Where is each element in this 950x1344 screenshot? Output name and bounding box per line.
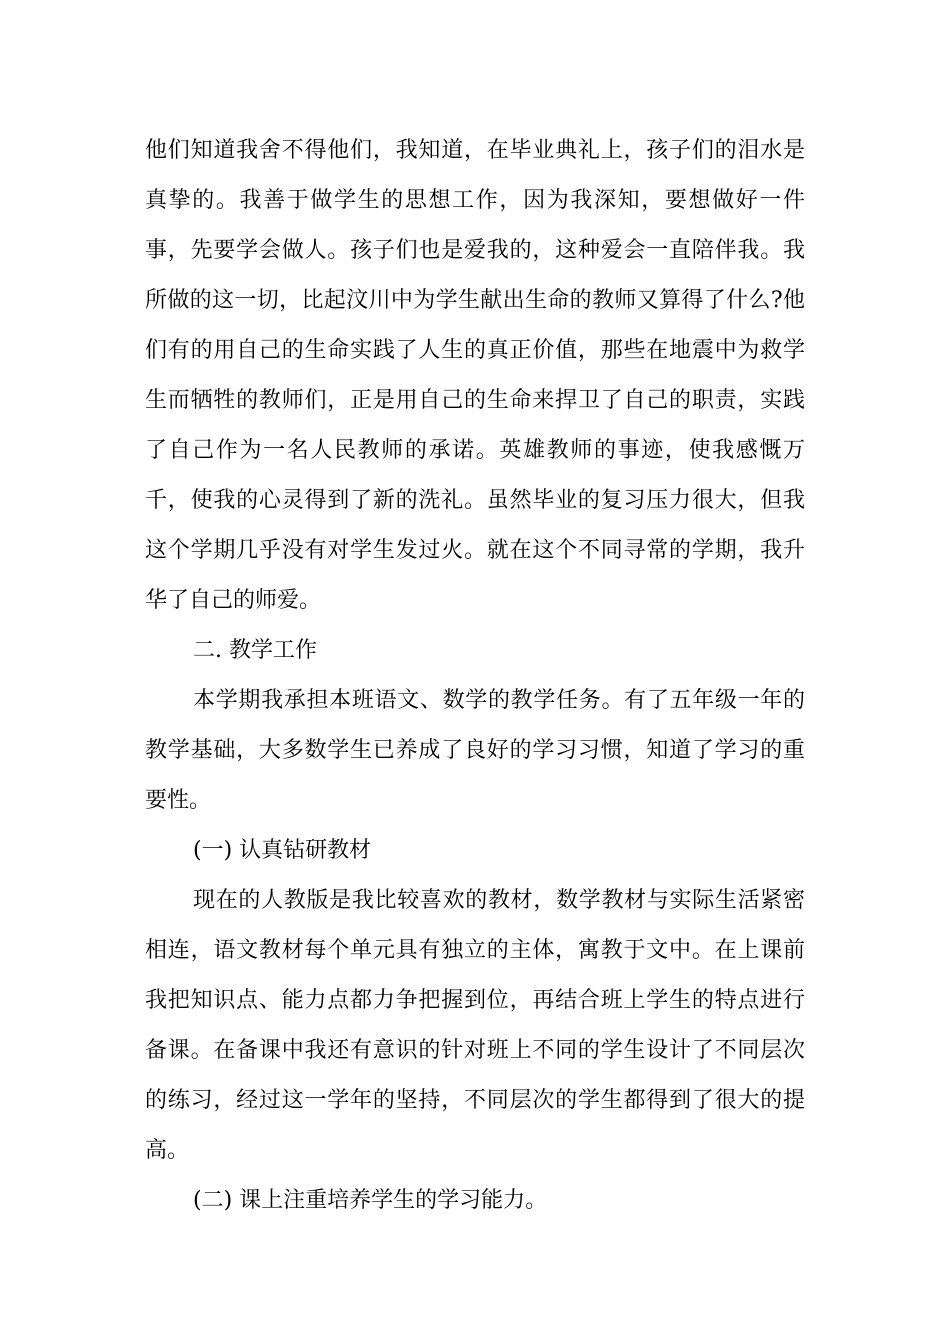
document-body	[145, 126, 805, 1226]
text-line: 教学基础，大多数学生已养成了良好的学习习惯，知道了学习的重	[145, 738, 805, 763]
text-line: 事，先要学会做人。孩子们也是爱我的，这种爱会一直陪伴我。我	[145, 238, 805, 263]
text-line: 华了自己的师爱。	[145, 588, 322, 613]
text-line: 他们知道我舍不得他们，我知道，在毕业典礼上，孩子们的泪水是	[145, 138, 805, 163]
text-line: 的练习，经过这一学年的坚持，不同层次的学生都得到了很大的提	[145, 1088, 805, 1113]
text-line: 我把知识点、能力点都力争把握到位，再结合班上学生的特点进行	[145, 988, 805, 1013]
text-line: 们有的用自己的生命实践了人生的真正价值，那些在地震中为救学	[145, 338, 805, 363]
text-line: (二) 课上注重培养学生的学习能力。	[193, 1188, 548, 1213]
text-line: 备课。在备课中我还有意识的针对班上不同的学生设计了不同层次	[145, 1038, 805, 1063]
text-line: 现在的人教版是我比较喜欢的教材，数学教材与实际生活紧密	[193, 888, 805, 913]
text-line: 生而牺牲的教师们，正是用自己的生命来捍卫了自己的职责，实践	[145, 388, 805, 413]
text-line: 千，使我的心灵得到了新的洗礼。虽然毕业的复习压力很大，但我	[145, 488, 805, 513]
text-line: 了自己作为一名人民教师的承诺。英雄教师的事迹，使我感慨万	[145, 438, 805, 463]
text-line: 本学期我承担本班语文、数学的教学任务。有了五年级一年的	[193, 688, 805, 713]
text-line: 真挚的。我善于做学生的思想工作，因为我深知，要想做好一件	[145, 188, 805, 213]
text-line: 二. 教学工作	[193, 638, 317, 663]
text-line: 相连，语文教材每个单元具有独立的主体，寓教于文中。在上课前	[145, 938, 805, 963]
text-line: 高。	[145, 1138, 190, 1163]
text-line: 要性。	[145, 788, 212, 813]
text-line: 所做的这一切，比起汶川中为学生献出生命的教师又算得了什么?他	[145, 288, 805, 313]
text-line: 这个学期几乎没有对学生发过火。就在这个不同寻常的学期，我升	[145, 538, 805, 563]
text-line: (一) 认真钻研教材	[193, 838, 372, 863]
